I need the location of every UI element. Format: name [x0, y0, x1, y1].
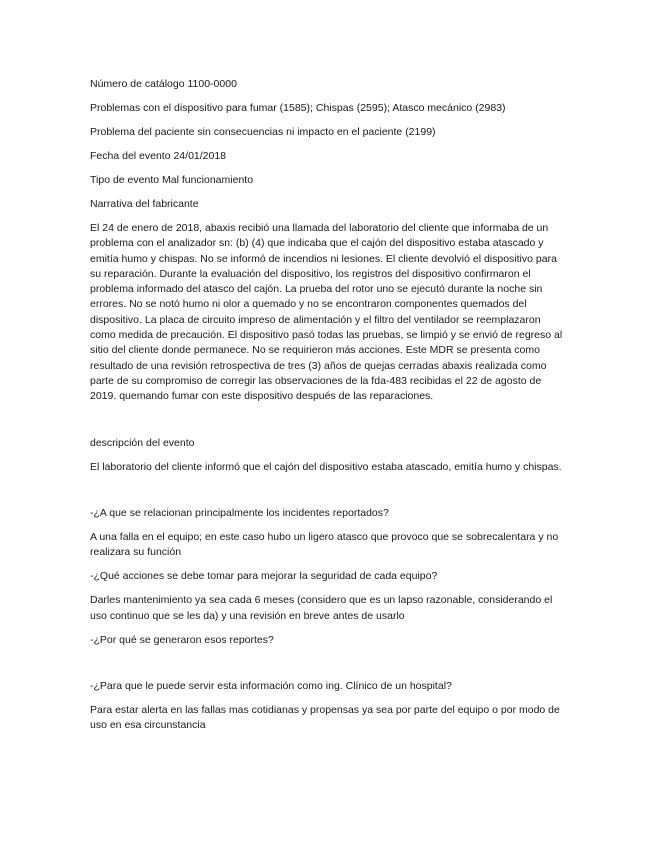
- manufacturer-narrative: El 24 de enero de 2018, abaxis recibió una llamada del laboratorio del cliente que informaba de un problema con el analizador sn: (b) (4) que indicaba que el cajón del dispositivo estaba atascado y emitía humo y chispas. No se informó de incendios ni lesiones. El cliente devolvió el dispositivo para su reparación. Durante la evaluación del dispositivo, los registros del dispositivo confirmaron el problema informado del atasco del cajón. La prueba del rotor uno se ejecutó durante la noche sin errores. No se notó humo ni olor a quemado y no se encontraron componentes quemados del dispositivo. La placa de circuito impreso de alimentación y el filtro del ventilador se reemplazaron como medida de precaución. El dispositivo pasó todas las pruebas, se limpió y se envió de regreso al sitio del cliente donde permanece. No se requirieron más acciones. Este MDR se presenta como resultado de una revisión retrospectiva de tres (3) años de quejas cerradas abaxis realizada como parte de su compromiso de corregir las observaciones de la fda-483 recibidas el 22 de agosto de 2019. quemando fumar con este dispositivo después de las reparaciones.: [90, 222, 563, 403]
- question-1: -¿A que se relacionan principalmente los incidentes reportados?: [90, 506, 389, 519]
- event-type: Tipo de evento Mal funcionamiento: [90, 174, 254, 186]
- catalog-number: Número de catálogo 1100-0000: [90, 78, 237, 90]
- answer-4: Para estar alerta en las fallas mas cotidianas y propensas ya sea por parte del equipo o por modo de uso en esa circunstancia: [90, 704, 560, 732]
- question-3: -¿Por qué se generaron esos reportes?: [90, 634, 274, 647]
- device-problems: Problemas con el dispositivo para fumar (1585); Chispas (2595); Atasco mecánico (2983): [90, 102, 506, 114]
- question-4: -¿Para que le puede servir esta información como ing. Clínico de un hospital?: [90, 680, 452, 693]
- narrative-heading: Narrativa del fabricante: [90, 198, 199, 210]
- event-description-text: El laboratorio del cliente informó que el cajón del dispositivo estaba atascado, emitía humo y chispas.: [90, 460, 562, 473]
- document-page: [90, 77, 566, 734]
- answer-2: Darles mantenimiento ya sea cada 6 meses (considero que es un lapso razonable, considerando el uso continuo que se les da) y una revisión en breve antes de usarlo: [90, 594, 553, 622]
- question-2: -¿Qué acciones se debe tomar para mejorar la seguridad de cada equipo?: [90, 570, 438, 583]
- event-date: Fecha del evento 24/01/2018: [90, 150, 227, 162]
- answer-1: A una falla en el equipo; en este caso hubo un ligero atasco que provoco que se sobrecalentara y no realizara su función: [90, 530, 559, 559]
- event-description-heading: descripción del evento: [90, 436, 195, 449]
- patient-problem: Problema del paciente sin consecuencias ni impacto en el paciente (2199): [90, 126, 436, 138]
